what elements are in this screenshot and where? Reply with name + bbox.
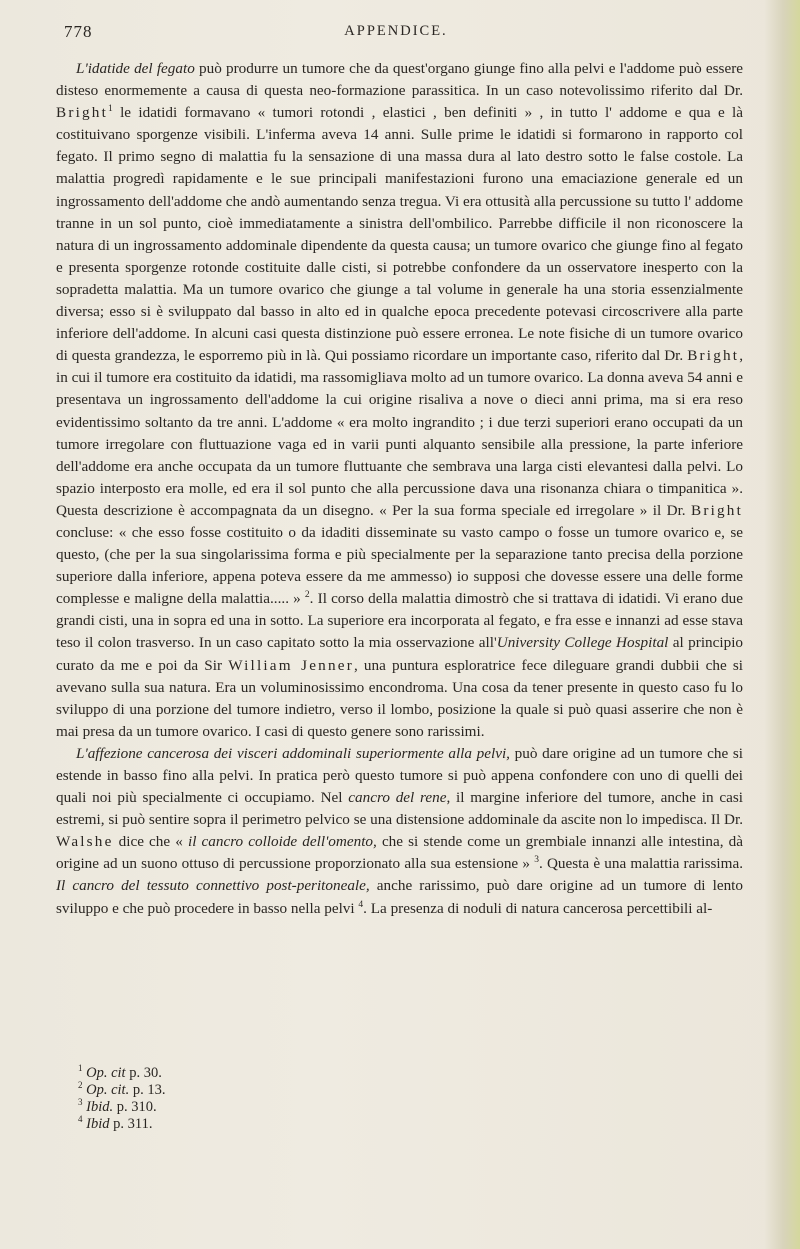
author-name: Bright xyxy=(687,347,740,365)
body-text xyxy=(56,58,743,920)
running-head: APPENDICE. xyxy=(344,23,448,39)
footnote-reference: 3 xyxy=(534,855,539,866)
italic-term: cancro del rene xyxy=(348,789,447,807)
italic-term: il cancro colloide dell'omento, xyxy=(187,833,377,851)
footnotes xyxy=(78,1065,378,1133)
footnote: $^1$ Op. cit p. 30. xyxy=(78,1063,162,1081)
page-edge-shadow xyxy=(764,0,800,1249)
footnote: $^4$ Ibid p. 311. xyxy=(78,1114,153,1132)
italic-term: Il cancro del tessuto connettivo post-peritoneale, xyxy=(56,877,370,895)
author-name: Bright xyxy=(56,104,109,122)
paragraph-cancerous-affection: L'affezione cancerosa dei visceri addominali superiormente alla pelvi, può dare origine ad un tumore che si estende in basso fino alla pelvi. In pratica però questo tumore si può appena confondere con uno di quelli dei quali noi più specialmente ci occupiamo. Nel cancro del rene, il margine inferiore del tumore, anche in casi estremi, si può sentire sopra il perimetro pelvico se una distensione addominale da ascite non lo impedisca. Il Dr. Walshe dice che « il cancro colloide dell'omento, che si stende come un grembiale innanzi alle intestina, dà origine ad un suono ottuso di percussione proporzionato alla sua estensione » $^3$. Questa è una malattia rarissima. Il cancro del tessuto connettivo post-peritoneale, anche rarissimo, può dare origine ad un tumore di lento sviluppo e che può procedere in basso nella pelvi $^4$. La presenza di noduli di natura cancerosa percettibili al- xyxy=(56,744,744,917)
footnote-reference: 1 xyxy=(108,104,113,115)
page-header xyxy=(36,22,756,44)
footnote: $^2$ Op. cit. p. 13. xyxy=(78,1080,166,1098)
footnote-reference: 2 xyxy=(304,590,310,601)
section-lead-italic: L'idatide del fegato xyxy=(76,60,195,77)
hospital-name: University College Hospital xyxy=(496,634,669,652)
footnote: $^3$ Ibid. p. 310. xyxy=(78,1097,157,1115)
footnote-reference: 4 xyxy=(358,899,364,910)
section-lead-italic: L'affezione cancerosa dei visceri addominali superiormente alla pelvi, xyxy=(76,744,510,762)
author-name: William Jenner xyxy=(228,656,354,674)
author-name: Walshe xyxy=(56,833,114,851)
paragraph-hydatid-liver: L'idatide del fegato può produrre un tumore che da quest'organo giunge fino alla pelvi e l'addome può essere disteso enormemente a causa di questa neo-formazione parassitica. In un caso notevolissimo riferito dal Dr. Bright$^1$ le idatidi formavano « tumori rotondi , elastici , ben definiti » , in tutto l' addome e qua e là costituivano sporgenze visibili. L'inferma aveva 14 anni. Sulle prime le idatidi si formarono in rapporto col fegato. Il primo segno di malattia fu la sensazione di una massa dura al lato destro sotto le false costole. La malattia progredì rapidamente e le sue principali manifestazioni furono una emaciazione generale ed un ingrossamento dell'addome che andò aumentando senza tregua. Vi era ottusità alla percussione su tutto l' addome tranne in un sol punto, cioè immediatamente a sinistra dell'ombilico. Parrebbe difficile il non riconoscere la natura di un ingrossamento addominale dipendente da questa causa; un tumore ovarico che giunge fino al fegato e presenta sporgenze rotonde costituite dalle cisti, si potrebbe confondere da un osservatore inesperto con la sopradetta malattia. Ma un tumore ovarico che giunge a tal volume in generale ha una storia essenzialmente diversa; esso si è sviluppato dal basso in alto ed in qualche epoca precedente potevasi circoscrivere alla parte inferiore dell'addome. In alcuni casi questa distinzione può essere erronea. Le note fisiche di un tumore ovarico di questa grandezza, le esporremo più in là. Qui possiamo ricordare un importante caso, riferito dal Dr. Bright, in cui il tumore era costituito da idatidi, ma rassomigliava molto ad un tumore ovarico. La donna aveva 54 anni e presentava un ingrossamento dell'addome la cui origine risaliva a nove o dieci anni prima, ma si era reso evidentissimo soltanto da tre anni. L'addome « era molto ingrandito ; i due terzi superiori erano occupati da un tumore irregolare con fluttuazione vaga ed in varii punti alquanto sensibile alla pressione, la parte inferiore dell'addome era anche occupata da un tumore fluttuante che sembrava una larga cisti elevantesi dalla pelvi. Lo spazio interposto era molle, ed era il sol punto che alla percussione dava una risonanza chiara o timpanitica ». Questa descrizione è accompagnata da un disegno. « Per la sua forma speciale ed irregolare » il Dr. Bright concluse: « che esso fosse costituito o da idaditi disseminate su vasto campo o fosse un tumore ovarico e, se questo, (che per la sua singolarissima forma e più specialmente per la separazione tanto precisa della porzione superiore dalla inferiore, appena poteva essere da me ammesso) io supposi che dovesse essere una delle forme complesse e maligne della malattia..... » $^2$. Il corso della malattia dimostrò che si trattava di idatidi. Vi erano due grandi cisti, una in sopra ed una in sotto. La superiore era incorporata al fegato, e fra esse e innanzi ad esse stava teso il colon trasverso. In un caso capitato sotto la mia osservazione all'University College Hospital al principio curato da me e poi da Sir William Jenner, una puntura esploratrice fece dileguare grandi dubbii che si avevano sulla sua natura. Era un voluminosissimo encondroma. Una cosa da tener presente in questo caso fu lo sviluppo di una porzione del tumore indietro, verso il lombo, posizione la quale si può quasi asserire che non è mai presa da un tumore ovarico. I casi di questo genere sono rarissimi. xyxy=(56,60,744,740)
page-number: 778 xyxy=(64,22,93,41)
author-name: Bright xyxy=(690,501,743,519)
